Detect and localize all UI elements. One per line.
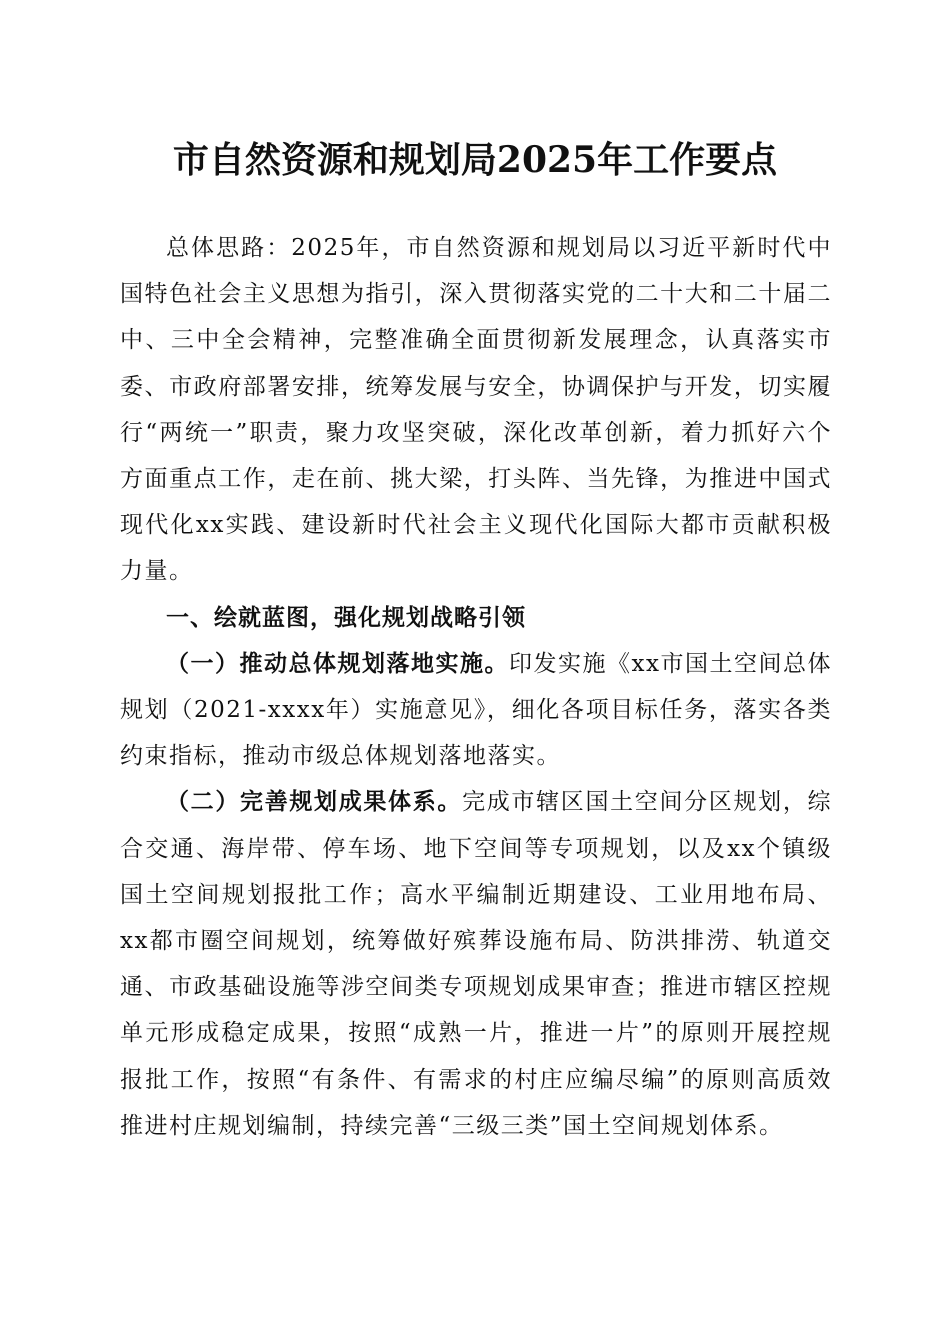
item-text-2: 完成市辖区国土空间分区规划，综合交通、海岸带、停车场、地下空间等专项规划，以及xx个镇级国土空间规划报批工作；高水平编制近期建设、工业用地布局、xx都市圈空间规划，统筹做好殡葬设施布局、防洪排涝、轨道交通、市政基础设施等涉空间类专项规划成果审查；推进市辖区控规单元形成稳定成果，按照“成熟一片，推进一片”的原则开展控规报批工作，按照“有条件、有需求的村庄应编尽编”的原则高质效推进村庄规划编制，持续完善“三级三类”国土空间规划体系。: [120, 789, 833, 1139]
item-lead-2: （二）完善规划成果体系。: [166, 788, 463, 816]
item-paragraph-2: [120, 779, 832, 1149]
document-body: [120, 225, 832, 1149]
section-heading-1: 一、绘就蓝图，强化规划战略引领: [166, 604, 526, 631]
item-lead-1: （一）推动总体规划落地实施。: [166, 649, 510, 677]
overview-paragraph: 总体思路：2025年，市自然资源和规划局以习近平新时代中国特色社会主义思想为指引，深入贯彻落实党的二十大和二十届二中、三中全会精神，完整准确全面贯彻新发展理念，认真落实市委、市政府部署安排，统筹发展与安全，协调保护与开发，切实履行“两统一”职责，聚力攻坚突破，深化改革创新，着力抓好六个方面重点工作，走在前、挑大梁，打头阵、当先锋，为推进中国式现代化xx实践、建设新时代社会主义现代化国际大都市贡献积极力量。: [120, 235, 832, 585]
item-paragraph-1: [120, 641, 832, 780]
item-text-1: 印发实施《xx市国土空间总体规划（2021-xxxx年）实施意见》，细化各项目标任务，落实各类约束指标，推动市级总体规划落地落实。: [120, 650, 832, 770]
document-title: 市自然资源和规划局2025年工作要点: [172, 139, 778, 181]
